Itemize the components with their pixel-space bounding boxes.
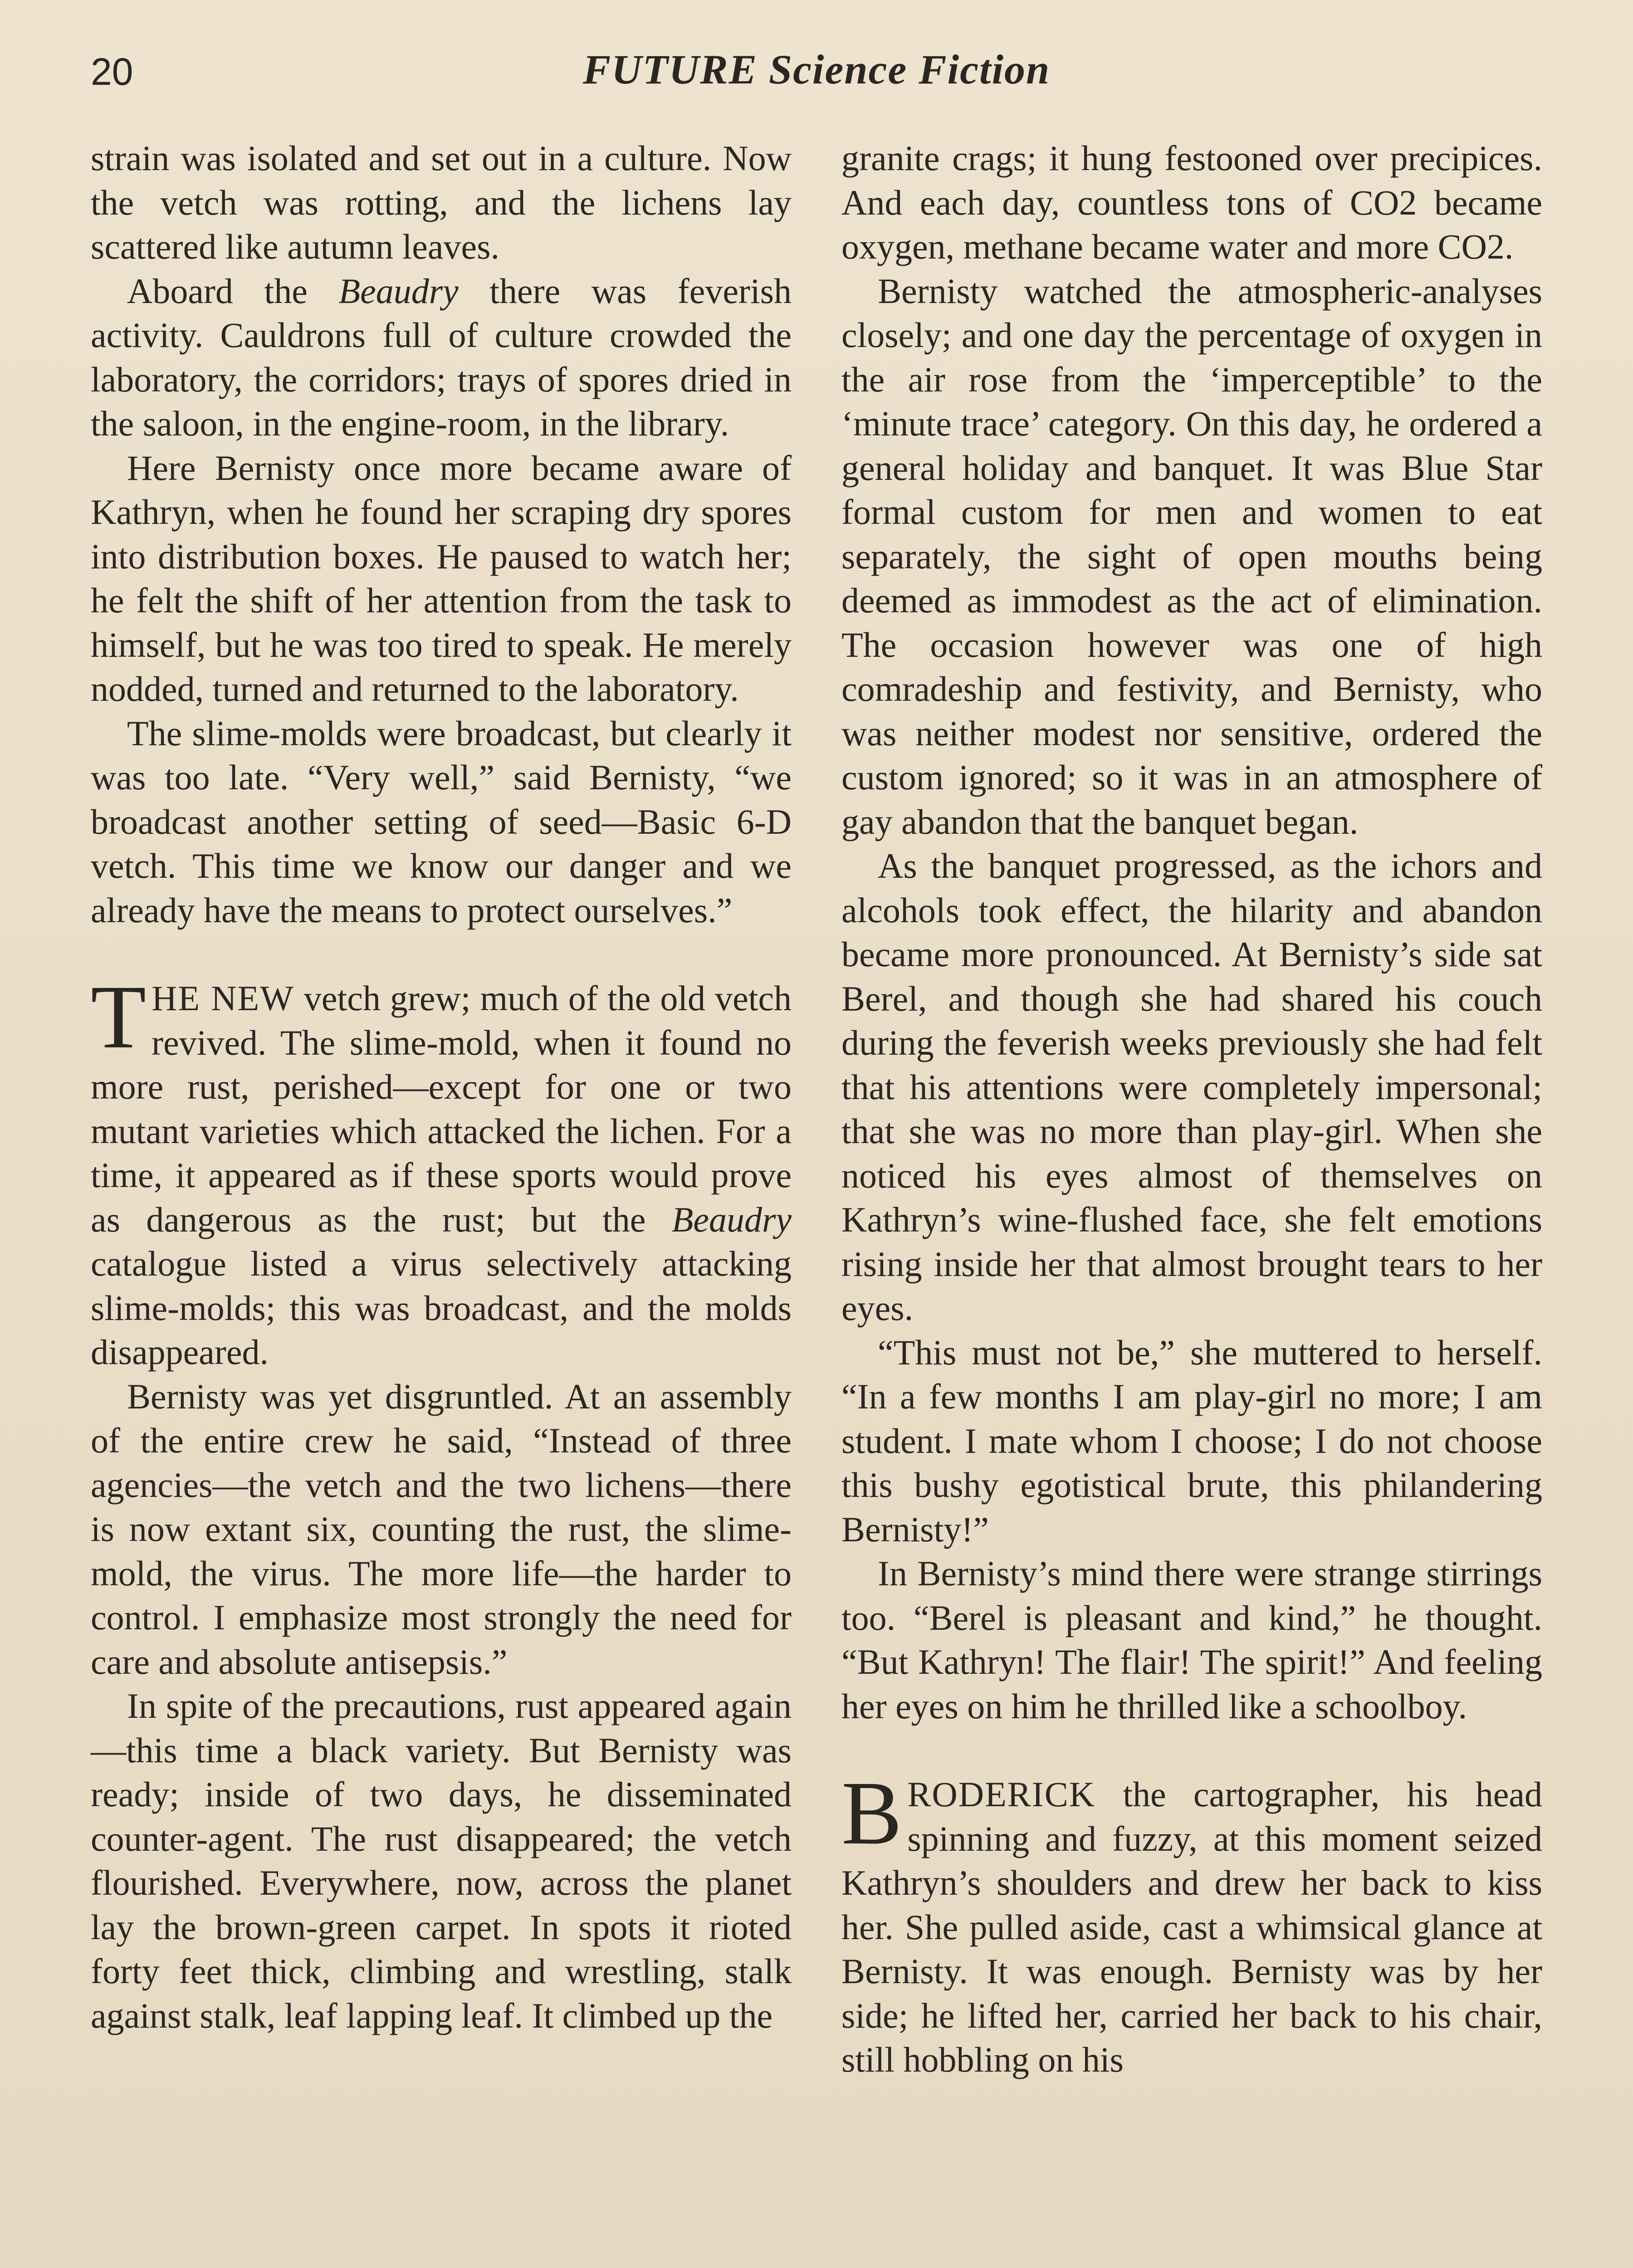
small-caps-lead: RODERICK (907, 1774, 1096, 1814)
ship-name: Beaudry (671, 1199, 792, 1239)
paragraph (91, 269, 792, 446)
paragraph-text: the cartographer, his head spinning and fuzzy, at this moment seized Kathryn’s shoulders and drew her back to kiss her. She pulled aside, cast a whimsical glance at Bernisty. It was enough. Bernisty was by her side; he lifted her, carried her back to his chair, still hobbling on his (841, 1774, 1542, 2079)
paragraph-text: there was feverish activity. Cauldrons full of culture crowded the laboratory, the corridors; trays of spores dried in the saloon, in the engine-room, in the library. (91, 271, 792, 443)
paragraph (91, 967, 792, 1374)
drop-cap: B (841, 1763, 902, 1863)
paragraph: In Bernisty’s mind there were strange stirrings too. “Berel is pleasant and kind,” he thought. “But Kathryn! The flair! The spirit!” And feeling her eyes on him he thrilled like a schoolboy. (841, 1554, 1542, 1726)
paragraph: The slime-molds were broadcast, but clearly it was too late. “Very well,” said Bernisty, “we broadcast another setting of seed—Basic 6-D vetch. This time we know our danger and we already have the means to protect ourselves.” (91, 713, 792, 930)
running-title: FUTURE Science Fiction (582, 46, 1051, 93)
section-break (841, 1728, 1542, 1772)
paragraph: strain was isolated and set out in a culture. Now the vetch was rotting, and the lichens lay scattered like autumn leaves. (91, 138, 792, 266)
paragraph: “This must not be,” she muttered to herself. “In a few months I am play-girl no more; I am student. I mate whom I choose; I do not choose this bushy egotistical brute, this philandering Bernisty!” (841, 1332, 1542, 1549)
paragraph: In spite of the precautions, rust appeared again—this time a black variety. But Bernisty was ready; inside of two days, he disseminated counter-agent. The rust disappeared; the vetch flourished. Everywhere, now, across the planet lay the brown-green carpet. In spots it rioted forty feet thick, climbing and wrestling, stalk against stalk, leaf lapping leaf. It climbed up the (91, 1686, 792, 2035)
left-column (91, 136, 792, 2082)
section-break (91, 932, 792, 976)
page-header (91, 45, 1542, 104)
right-column (841, 136, 1542, 2082)
paragraph (841, 1763, 1542, 2082)
text-columns (91, 136, 1542, 2082)
drop-cap: T (91, 967, 147, 1067)
paragraph: granite crags; it hung festooned over precipices. And each day, countless tons of CO2 became oxygen, methane became water and more CO2. (841, 138, 1542, 266)
paragraph: Bernisty watched the atmospheric-analyses closely; and one day the percentage of oxygen in the air rose from the ‘imperceptible’ to the ‘minute trace’ category. On this day, he ordered a general holiday and banquet. It was Blue Star formal custom for men and women to eat separately, the sight of open mouths being deemed as immodest as the act of elimination. The occasion however was one of high comradeship and festivity, and Bernisty, who was neither modest nor sensitive, ordered the custom ignored; so it was in an atmosphere of gay abandon that the banquet began. (841, 271, 1542, 841)
ship-name: Beaudry (338, 271, 459, 311)
paragraph-text: catalogue listed a virus selectively attacking slime-molds; this was broadcast, and the molds disappeared. (91, 1244, 792, 1372)
page-number: 20 (91, 50, 133, 93)
paragraph: Bernisty was yet disgruntled. At an assembly of the entire crew he said, “Instead of three agencies—the vetch and the two lichens—there is now extant six, counting the rust, the slime-mold, the virus. The more life—the harder to control. I emphasize most strongly the need for care and absolute antisepsis.” (91, 1376, 792, 1681)
paragraph-text: Aboard the (127, 271, 339, 311)
paragraph: Here Bernisty once more became aware of Kathryn, when he found her scraping dry spores into distribution boxes. He paused to watch her; he felt the shift of her attention from the task to himself, but he was too tired to speak. He merely nodded, turned and returned to the laboratory. (91, 448, 792, 709)
small-caps-lead: HE NEW (152, 978, 294, 1018)
paragraph: As the banquet progressed, as the ichors and alcohols took effect, the hilarity and abandon became more pronounced. At Bernisty’s side sat Berel, and though she had shared his couch during the feverish weeks previously she had felt that his attentions were completely impersonal; that she was no more than play-girl. When she noticed his eyes almost of themselves on Kathryn’s wine-flushed face, she felt emotions rising inside her that almost brought tears to her eyes. (841, 846, 1542, 1328)
paragraph-text: vetch grew; much of the old vetch revived. The slime-mold, when it found no more rust, perished—except for one or two mutant varieties which attacked the lichen. For a time, it appeared as if these sports would prove as dangerous as the rust; but the (91, 978, 792, 1239)
